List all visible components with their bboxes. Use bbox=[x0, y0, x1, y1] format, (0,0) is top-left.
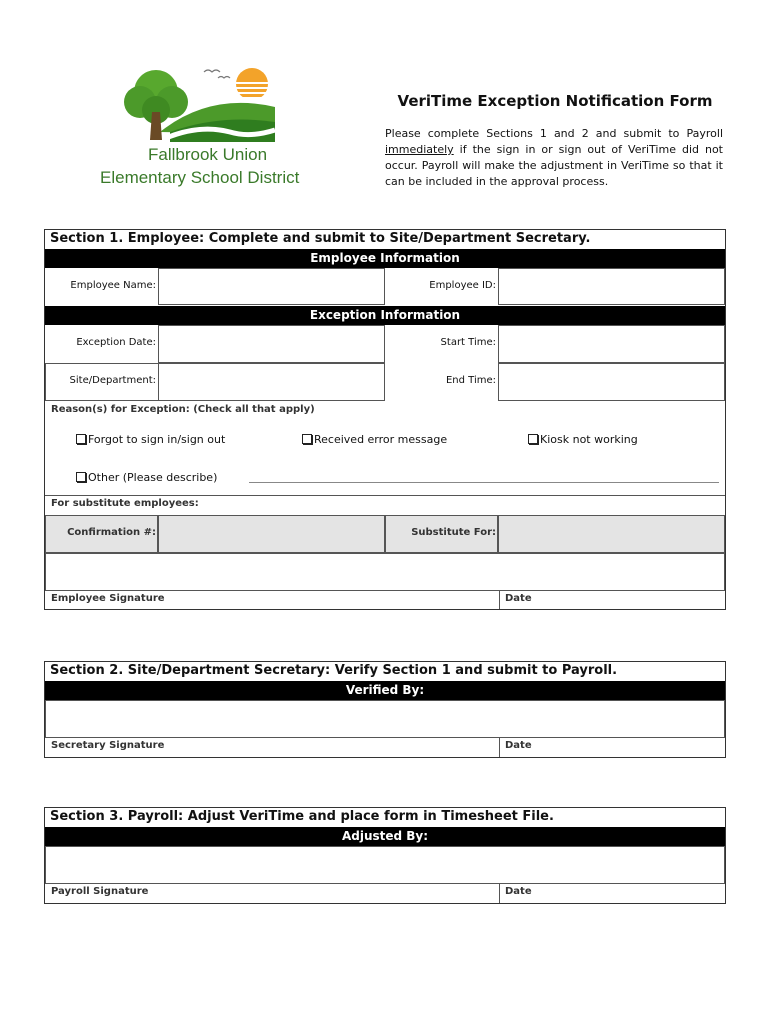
secretary-date-label: Date bbox=[505, 740, 532, 751]
secretary-signature-field[interactable] bbox=[45, 700, 725, 738]
signature-date-divider bbox=[499, 591, 500, 609]
employee-id-label: Employee ID: bbox=[429, 280, 496, 291]
end-time-label: End Time: bbox=[445, 375, 496, 386]
intro-text: Please complete Sections 1 and 2 and submit to Payroll immediately if the sign in or sign out of VeriTime did not occur. Payroll will make the adjustment in VeriTime so that it can be included in the approval process. bbox=[385, 127, 723, 188]
site-department-label: Site/Department: bbox=[69, 375, 156, 386]
payroll-date-divider bbox=[499, 884, 500, 903]
confirmation-field[interactable] bbox=[158, 515, 385, 553]
form-title: VeriTime Exception Notification Form bbox=[397, 92, 713, 110]
intro-emphasis: immediately bbox=[385, 143, 454, 156]
employee-date-label: Date bbox=[505, 593, 532, 604]
org-name-line2: Elementary School District bbox=[100, 168, 300, 187]
reason-error-message[interactable]: Received error message bbox=[302, 433, 447, 446]
employee-signature-field[interactable] bbox=[45, 553, 725, 591]
substitute-for-field[interactable] bbox=[498, 515, 725, 553]
exception-date-field[interactable] bbox=[158, 325, 385, 363]
other-describe-line[interactable] bbox=[249, 482, 719, 483]
reasons-label: Reason(s) for Exception: (Check all that apply) bbox=[51, 404, 315, 415]
reason-forgot[interactable]: Forgot to sign in/sign out bbox=[76, 433, 225, 446]
secretary-signature-label: Secretary Signature bbox=[51, 740, 165, 751]
org-name-line1: Fallbrook Union bbox=[148, 145, 268, 164]
adjusted-by-bar: Adjusted By: bbox=[45, 827, 725, 846]
substitute-label: For substitute employees: bbox=[51, 498, 199, 509]
substitute-for-label: Substitute For: bbox=[411, 527, 496, 538]
employee-id-field[interactable] bbox=[498, 268, 725, 305]
site-department-field[interactable] bbox=[158, 363, 385, 401]
checkbox-icon[interactable] bbox=[302, 434, 312, 444]
exception-date-label: Exception Date: bbox=[76, 337, 156, 348]
verified-by-bar: Verified By: bbox=[45, 681, 725, 700]
employee-info-bar: Employee Information bbox=[45, 249, 725, 268]
reason-kiosk[interactable]: Kiosk not working bbox=[528, 433, 638, 446]
start-time-field[interactable] bbox=[498, 325, 725, 363]
payroll-signature-field[interactable] bbox=[45, 846, 725, 884]
birds-icon bbox=[204, 70, 230, 78]
section3-title: Section 3. Payroll: Adjust VeriTime and place form in Timesheet File. bbox=[50, 809, 554, 824]
sun-icon bbox=[234, 68, 270, 100]
exception-info-bar: Exception Information bbox=[45, 306, 725, 325]
employee-name-field[interactable] bbox=[158, 268, 385, 305]
checkbox-icon[interactable] bbox=[76, 434, 86, 444]
checkbox-icon[interactable] bbox=[76, 472, 86, 482]
payroll-date-label: Date bbox=[505, 886, 532, 897]
checkbox-icon[interactable] bbox=[528, 434, 538, 444]
employee-name-label: Employee Name: bbox=[70, 280, 156, 291]
payroll-signature-label: Payroll Signature bbox=[51, 886, 149, 897]
employee-signature-label: Employee Signature bbox=[51, 593, 165, 604]
section1-title: Section 1. Employee: Complete and submit to Site/Department Secretary. bbox=[50, 231, 591, 246]
section2-title: Section 2. Site/Department Secretary: Verify Section 1 and submit to Payroll. bbox=[50, 663, 618, 678]
secretary-date-divider bbox=[499, 738, 500, 757]
reason-other[interactable]: Other (Please describe) bbox=[76, 471, 217, 484]
start-time-label: Start Time: bbox=[440, 337, 496, 348]
substitute-divider bbox=[45, 495, 725, 496]
confirmation-label: Confirmation #: bbox=[67, 527, 156, 538]
end-time-field[interactable] bbox=[498, 363, 725, 401]
